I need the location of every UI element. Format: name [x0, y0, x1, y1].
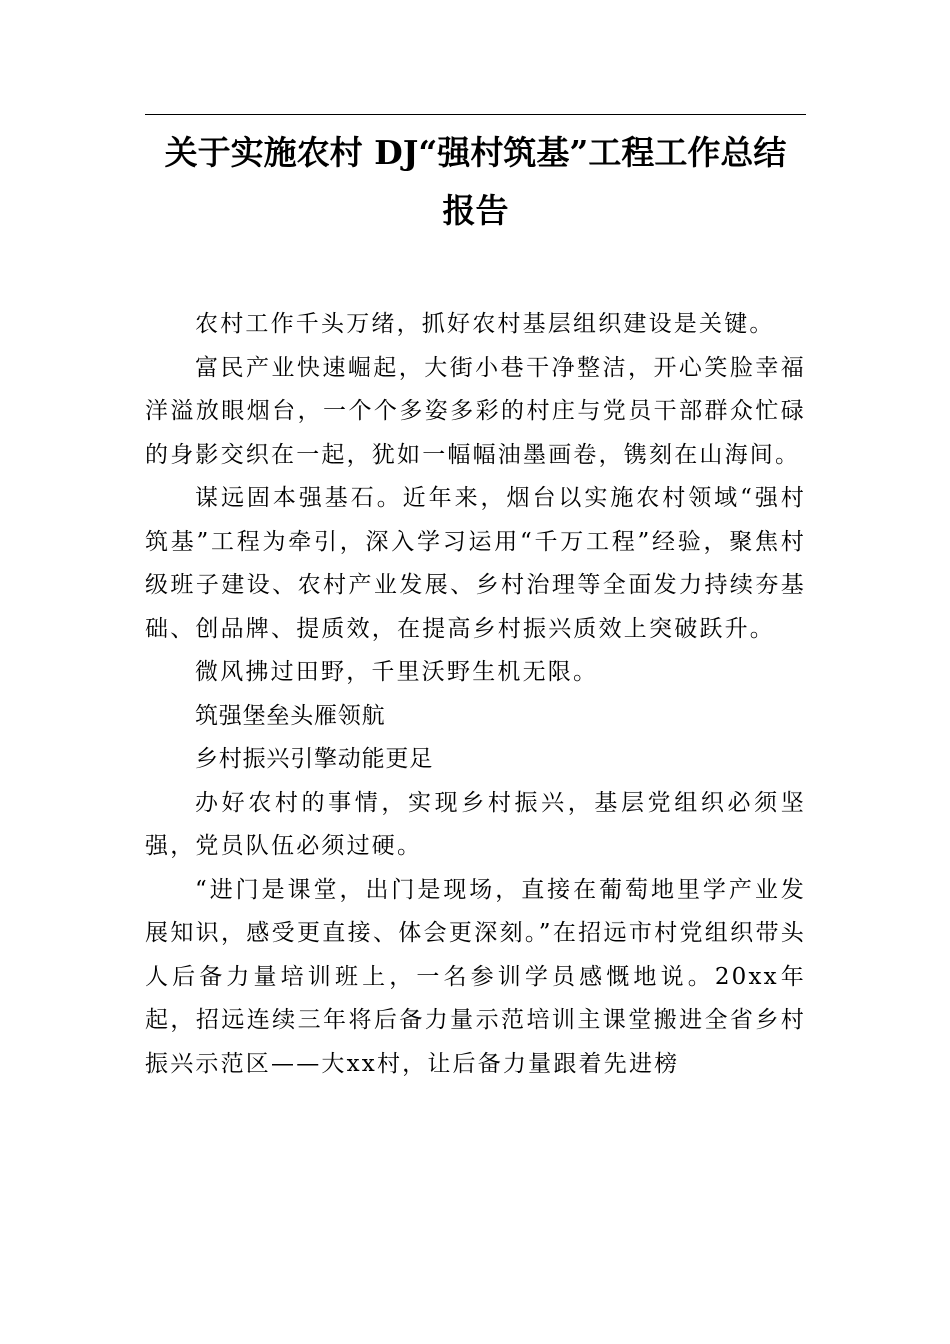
paragraph: 农村工作千头万绪，抓好农村基层组织建设是关键。	[195, 311, 775, 337]
subheading: 乡村振兴引擎动能更足	[195, 746, 433, 772]
title-line-1: 关于实施农村 DJ“强村筑基”工程工作总结	[164, 133, 787, 172]
document-body	[145, 303, 806, 1086]
paragraph: 办好农村的事情，实现乡村振兴，基层党组织必须坚强，党员队伍必须过硬。	[145, 789, 806, 859]
paragraph: 谋远固本强基石。近年来，烟台以实施农村领域“强村筑基”工程为牵引，深入学习运用“千万工程”经验，聚焦村级班子建设、农村产业发展、乡村治理等全面发力持续夯基础、创品牌、提质效，在提高乡村振兴质效上突破跃升。	[145, 485, 806, 642]
title-line-2: 报告	[442, 191, 509, 230]
paragraph: 富民产业快速崛起，大街小巷干净整洁，开心笑脸幸福洋溢放眼烟台，一个个多姿多彩的村庄与党员干部群众忙碌的身影交织在一起，犹如一幅幅油墨画卷，镌刻在山海间。	[145, 354, 806, 468]
paragraph: “进门是课堂，出门是现场，直接在葡萄地里学产业发展知识，感受更直接、体会更深刻。”在招远市村党组织带头人后备力量培训班上，一名参训学员感慨地说。20xx年起，招远连续三年将后备力量示范培训主课堂搬进全省乡村振兴示范区——大xx村，让后备力量跟着先进榜	[145, 876, 806, 1077]
document-title	[145, 124, 806, 240]
subheading: 筑强堡垒头雁领航	[195, 702, 386, 729]
paragraph: 微风拂过田野，千里沃野生机无限。	[195, 659, 599, 685]
header-rule	[145, 114, 806, 115]
